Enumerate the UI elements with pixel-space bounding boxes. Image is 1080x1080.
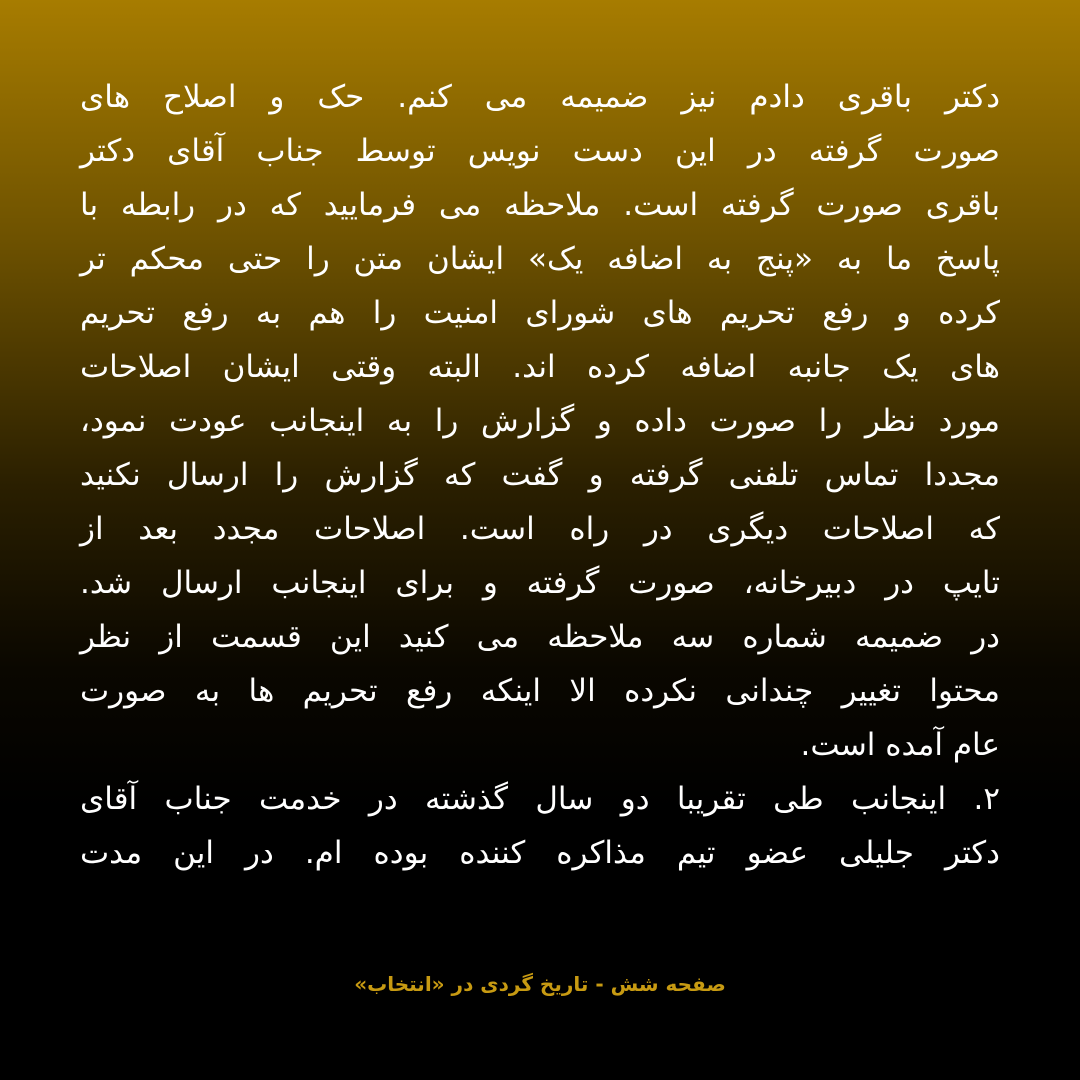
text-line: دکتر جلیلی عضو تیم مذاکره کننده بوده ام. در این مدت — [80, 835, 1000, 871]
text-line: در ضمیمه شماره سه ملاحظه می کنید این قسمت از نظر — [80, 619, 1000, 655]
text-line: مورد نظر را صورت داده و گزارش را به اینجانب عودت نمود، — [80, 403, 1000, 439]
text-line: ۲. اینجانب طی تقریبا دو سال گذشته در خدمت جناب آقای — [80, 781, 1000, 817]
text-line: مجددا تماس تلفنی گرفته و گفت که گزارش را ارسال نکنید — [80, 457, 1000, 493]
text-line: تایپ در دبیرخانه، صورت گرفته و برای اینجانب ارسال شد. — [80, 565, 1000, 601]
text-line: صورت گرفته در این دست نویس توسط جناب آقای دکتر — [80, 133, 1000, 169]
page-footer: صفحه شش - تاریخ گردی در «انتخاب» — [354, 972, 726, 996]
text-line: عام آمده است. — [800, 727, 1000, 763]
text-line: کرده و رفع تحریم های شورای امنیت را هم به رفع تحریم — [80, 295, 1000, 331]
text-line: پاسخ ما به «پنج به اضافه یک» ایشان متن را حتی محکم تر — [80, 241, 1000, 277]
text-line: باقری صورت گرفته است. ملاحظه می فرمایید که در رابطه با — [80, 187, 1000, 223]
text-line: که اصلاحات دیگری در راه است. اصلاحات مجدد بعد از — [80, 511, 1000, 547]
text-line: محتوا تغییر چندانی نکرده الا اینکه رفع تحریم ها به صورت — [80, 673, 1000, 709]
text-line: های یک جانبه اضافه کرده اند. البته وقتی ایشان اصلاحات — [80, 349, 1000, 385]
body-text — [80, 70, 1000, 880]
text-line: دکتر باقری دادم نیز ضمیمه می کنم. حک و اصلاح های — [80, 79, 1000, 115]
